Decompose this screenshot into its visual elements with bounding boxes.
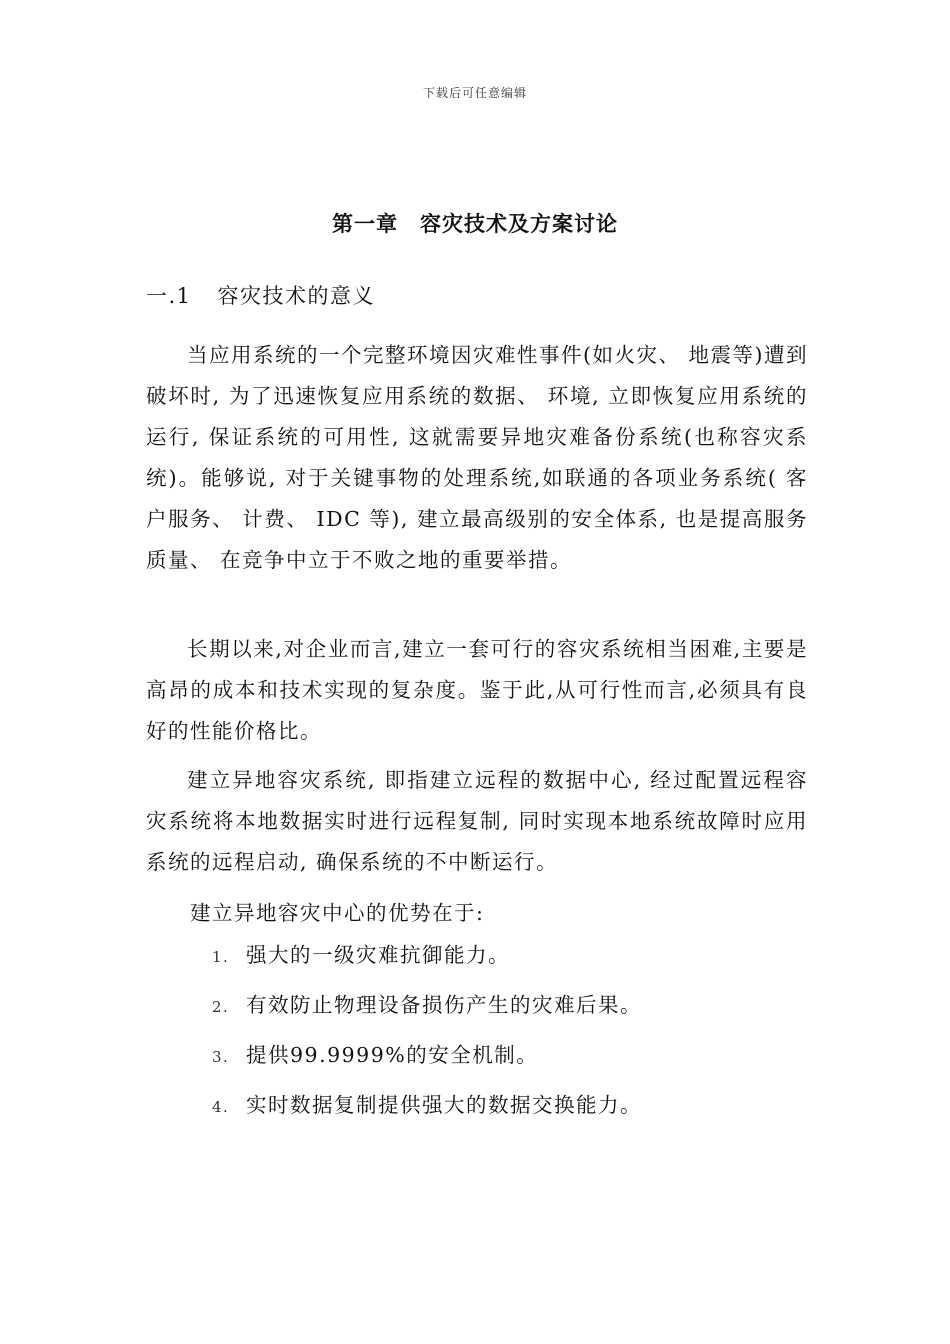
list-item-text: 提供99.9999%的安全机制。 bbox=[246, 1043, 539, 1067]
section-number: 一.1 bbox=[146, 284, 192, 308]
list-item-text: 实时数据复制提供强大的数据交换能力。 bbox=[246, 1093, 642, 1117]
body-paragraph: 当应用系统的一个完整环境因灾难性事件(如火灾、 地震等)遭到破坏时, 为了迅速恢复应用系统的数据、 环境, 立即恢复应用系统的运行, 保证系统的可用性, 这就需要异地灾难备份系统(也称容灾系统)。能够说, 对于关键事物的处理系统,如联通的各项业务系统( 客户服务、 计费、 IDC 等), 建立最高级别的安全体系, 也是提高服务质量、 在竞争中立于不败之地的重要举措。 bbox=[146, 343, 809, 572]
list-item-text: 有效防止物理设备损伤产生的灾难后果。 bbox=[246, 993, 642, 1017]
list-item bbox=[212, 938, 510, 968]
list-item-number: 3. bbox=[212, 1048, 230, 1066]
body-paragraph: 建立异地容灾系统, 即指建立远程的数据中心, 经过配置远程容灾系统将本地数据实时进行远程复制, 同时实现本地系统故障时应用系统的远程启动, 确保系统的不中断运行。 bbox=[146, 768, 808, 874]
list-item bbox=[212, 988, 642, 1018]
list-item-number: 1. bbox=[212, 948, 230, 966]
list-item-text: 强大的一级灾难抗御能力。 bbox=[246, 943, 510, 967]
section-heading bbox=[146, 280, 375, 310]
body-paragraph: 长期以来,对企业而言,建立一套可行的容灾系统相当困难,主要是高昂的成本和技术实现的复杂度。鉴于此,从可行性而言,必须具有良好的性能价格比。 bbox=[146, 637, 808, 743]
section-title: 容灾技术的意义 bbox=[217, 284, 376, 308]
list-item-number: 2. bbox=[212, 998, 230, 1016]
list-item bbox=[212, 1088, 642, 1118]
chapter-title: 第一章 容灾技术及方案讨论 bbox=[332, 212, 618, 236]
advantages-intro: 建立异地容灾中心的优势在于: bbox=[190, 901, 485, 925]
list-item-number: 4. bbox=[212, 1098, 230, 1116]
list-item bbox=[212, 1038, 538, 1068]
page-header: 下载后可任意编辑 bbox=[422, 86, 527, 100]
